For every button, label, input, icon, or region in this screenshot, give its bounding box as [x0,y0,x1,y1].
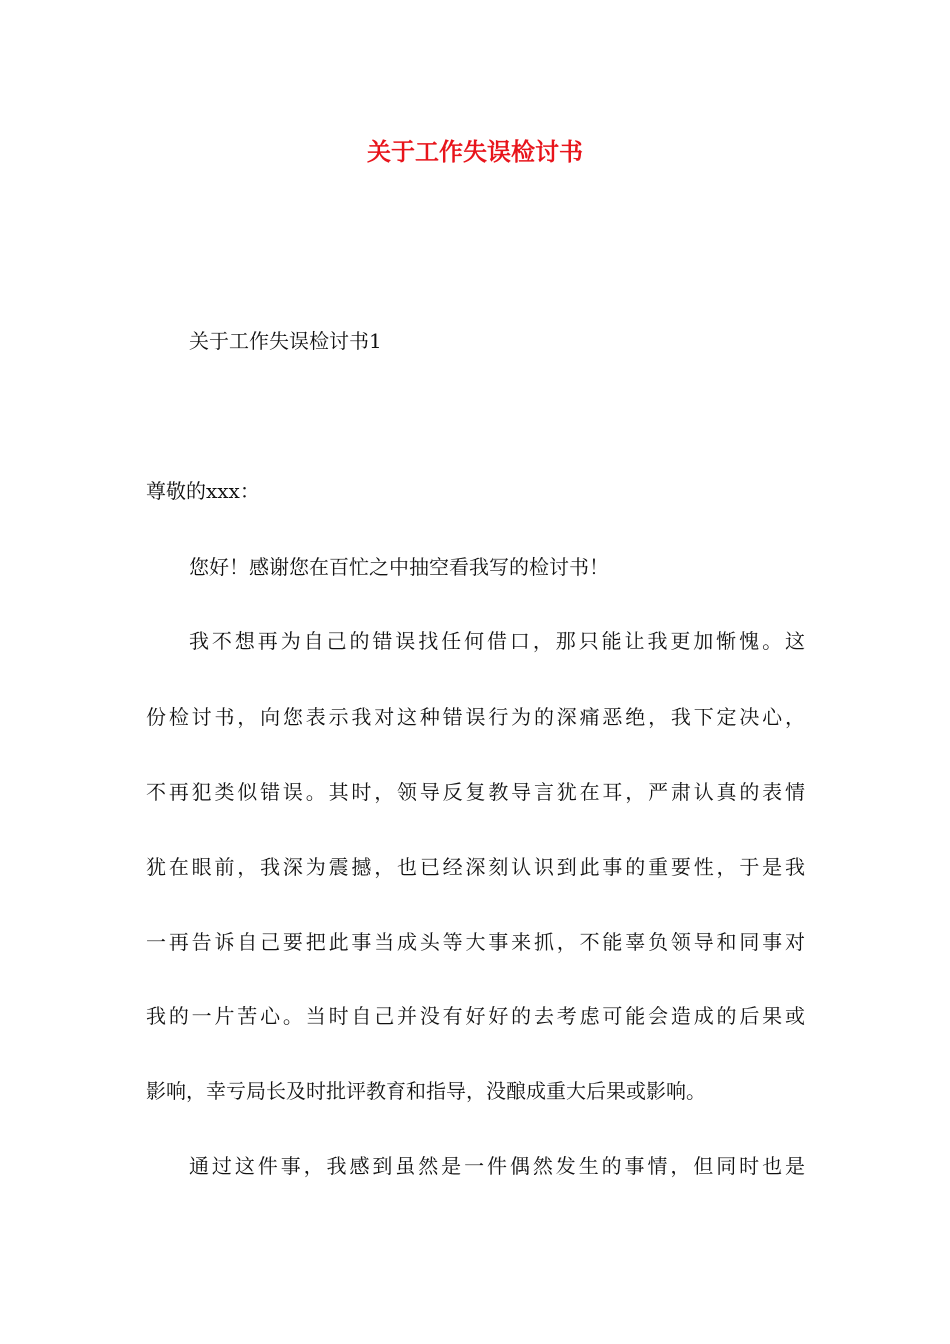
body-line: 通过这件事，我感到虽然是一件偶然发生的事情，但同时也是 [189,1154,805,1178]
body-line: 我的一片苦心。当时自己并没有好好的去考虑可能会造成的后果或 [146,1004,805,1028]
body-line: 份检讨书，向您表示我对这种错误行为的深痛恶绝，我下定决心， [146,705,805,729]
salutation: 尊敬的xxx： [146,479,260,503]
body-line: 我不想再为自己的错误找任何借口，那只能让我更加惭愧。这 [189,629,805,653]
body-line: 不再犯类似错误。其时，领导反复教导言犹在耳，严肃认真的表情 [146,780,805,804]
document-title: 关于工作失误检讨书 [367,137,583,166]
body-line: 影响，幸亏局长及时批评教育和指导，没酿成重大后果或影响。 [146,1079,706,1103]
body-line: 犹在眼前，我深为震撼，也已经深刻认识到此事的重要性，于是我 [146,855,805,879]
body-line-greeting: 您好！感谢您在百忙之中抽空看我写的检讨书！ [189,555,609,579]
body-line: 一再告诉自己要把此事当成头等大事来抓，不能辜负领导和同事对 [146,930,805,954]
section-heading: 关于工作失误检讨书1 [189,329,382,353]
